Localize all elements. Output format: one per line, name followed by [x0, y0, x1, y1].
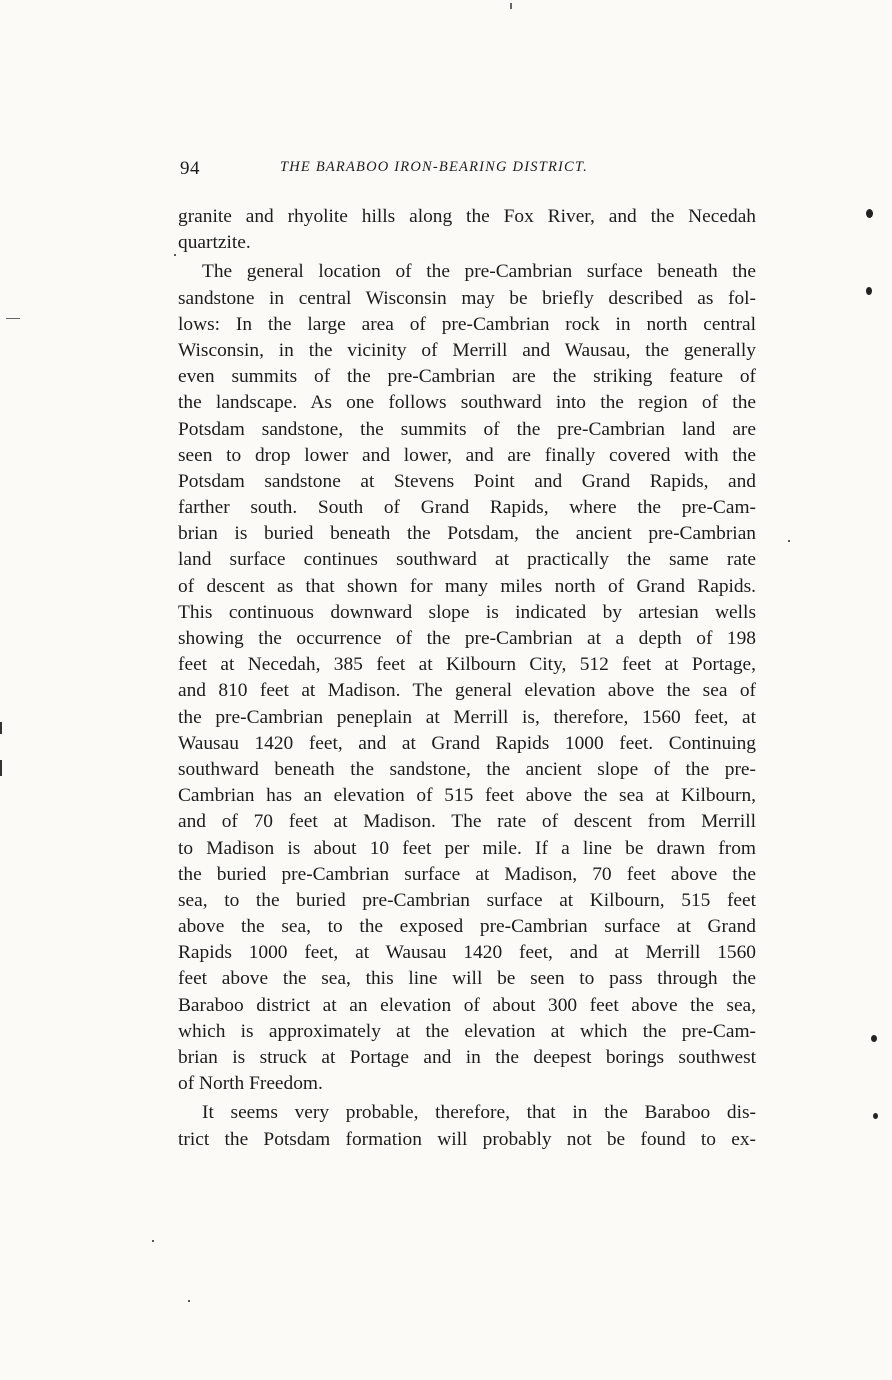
ink-speck	[866, 209, 873, 218]
running-head-title: THE BARABOO IRON-BEARING DISTRICT.	[280, 159, 588, 175]
paragraph	[178, 259, 756, 1097]
text-line: Cambrian has an elevation of 515 feet above the sea at Kilbourn,	[178, 785, 756, 807]
paragraph	[178, 1100, 756, 1152]
text-line: Potsdam sandstone at Stevens Point and Grand Rapids, and	[178, 470, 756, 492]
text-line: southward beneath the sandstone, the ancient slope of the pre-	[178, 758, 756, 780]
text-line: the landscape. As one follows southward into the region of the	[178, 392, 756, 414]
text-line: of North Freedom.	[178, 1073, 323, 1095]
text-line: quartzite.	[178, 232, 251, 254]
text-line: Baraboo district at an elevation of about 300 feet above the sea,	[178, 994, 756, 1016]
scan-mark	[0, 760, 2, 776]
text-line: Potsdam sandstone, the summits of the pre-Cambrian land are	[178, 418, 756, 440]
ink-speck	[188, 1300, 190, 1302]
text-line: sea, to the buried pre-Cambrian surface at Kilbourn, 515 feet	[178, 889, 756, 911]
text-line: The general location of the pre-Cambrian surface beneath the	[202, 261, 756, 283]
text-line: It seems very probable, therefore, that in the Baraboo dis-	[202, 1102, 756, 1124]
text-line: trict the Potsdam formation will probably not be found to ex-	[178, 1128, 756, 1150]
text-line: lows: In the large area of pre-Cambrian rock in north central	[178, 313, 756, 335]
text-line: This continuous downward slope is indicated by artesian wells	[178, 601, 756, 623]
text-line: feet at Necedah, 385 feet at Kilbourn City, 512 feet at Portage,	[178, 654, 756, 676]
text-line: even summits of the pre-Cambrian are the striking feature of	[178, 366, 756, 388]
text-line: land surface continues southward at practically the same rate	[178, 549, 756, 571]
text-line: and of 70 feet at Madison. The rate of descent from Merrill	[178, 811, 756, 833]
ink-speck	[788, 540, 790, 542]
text-line: of descent as that shown for many miles north of Grand Rapids.	[178, 575, 756, 597]
ink-speck	[152, 1240, 154, 1242]
paragraph	[178, 204, 756, 256]
text-line: and 810 feet at Madison. The general elevation above the sea of	[178, 680, 756, 702]
scan-mark	[510, 3, 512, 9]
text-line: feet above the sea, this line will be seen to pass through the	[178, 968, 756, 990]
ink-speck	[871, 1035, 877, 1042]
text-line: sandstone in central Wisconsin may be briefly described as fol-	[178, 287, 756, 309]
text-line: above the sea, to the exposed pre-Cambrian surface at Grand	[178, 916, 756, 938]
ink-speck	[174, 254, 176, 256]
text-line: the buried pre-Cambrian surface at Madison, 70 feet above the	[178, 863, 756, 885]
text-line: farther south. South of Grand Rapids, where the pre-Cam-	[178, 497, 756, 519]
text-line: brian is struck at Portage and in the deepest borings southwest	[178, 1047, 756, 1068]
ink-speck	[866, 287, 872, 295]
text-line: Wausau 1420 feet, and at Grand Rapids 1000 feet. Continuing	[178, 732, 756, 754]
text-line: the pre-Cambrian peneplain at Merrill is, therefore, 1560 feet, at	[178, 706, 756, 728]
scan-mark	[6, 318, 20, 319]
text-line: granite and rhyolite hills along the Fox River, and the Necedah	[178, 206, 756, 227]
ink-speck	[873, 1113, 878, 1119]
scan-mark	[0, 722, 2, 734]
text-line: to Madison is about 10 feet per mile. If a line be drawn from	[178, 837, 756, 859]
text-line: showing the occurrence of the pre-Cambrian at a depth of 198	[178, 628, 756, 649]
text-line: seen to drop lower and lower, and are finally covered with the	[178, 444, 756, 466]
text-line: brian is buried beneath the Potsdam, the ancient pre-Cambrian	[178, 523, 756, 545]
page-number: 94	[180, 158, 200, 179]
body-text	[178, 204, 756, 1153]
running-head	[180, 158, 756, 182]
text-line: Wisconsin, in the vicinity of Merrill and Wausau, the generally	[178, 339, 756, 361]
text-line: Rapids 1000 feet, at Wausau 1420 feet, and at Merrill 1560	[178, 942, 756, 964]
text-line: which is approximately at the elevation at which the pre-Cam-	[178, 1020, 756, 1042]
